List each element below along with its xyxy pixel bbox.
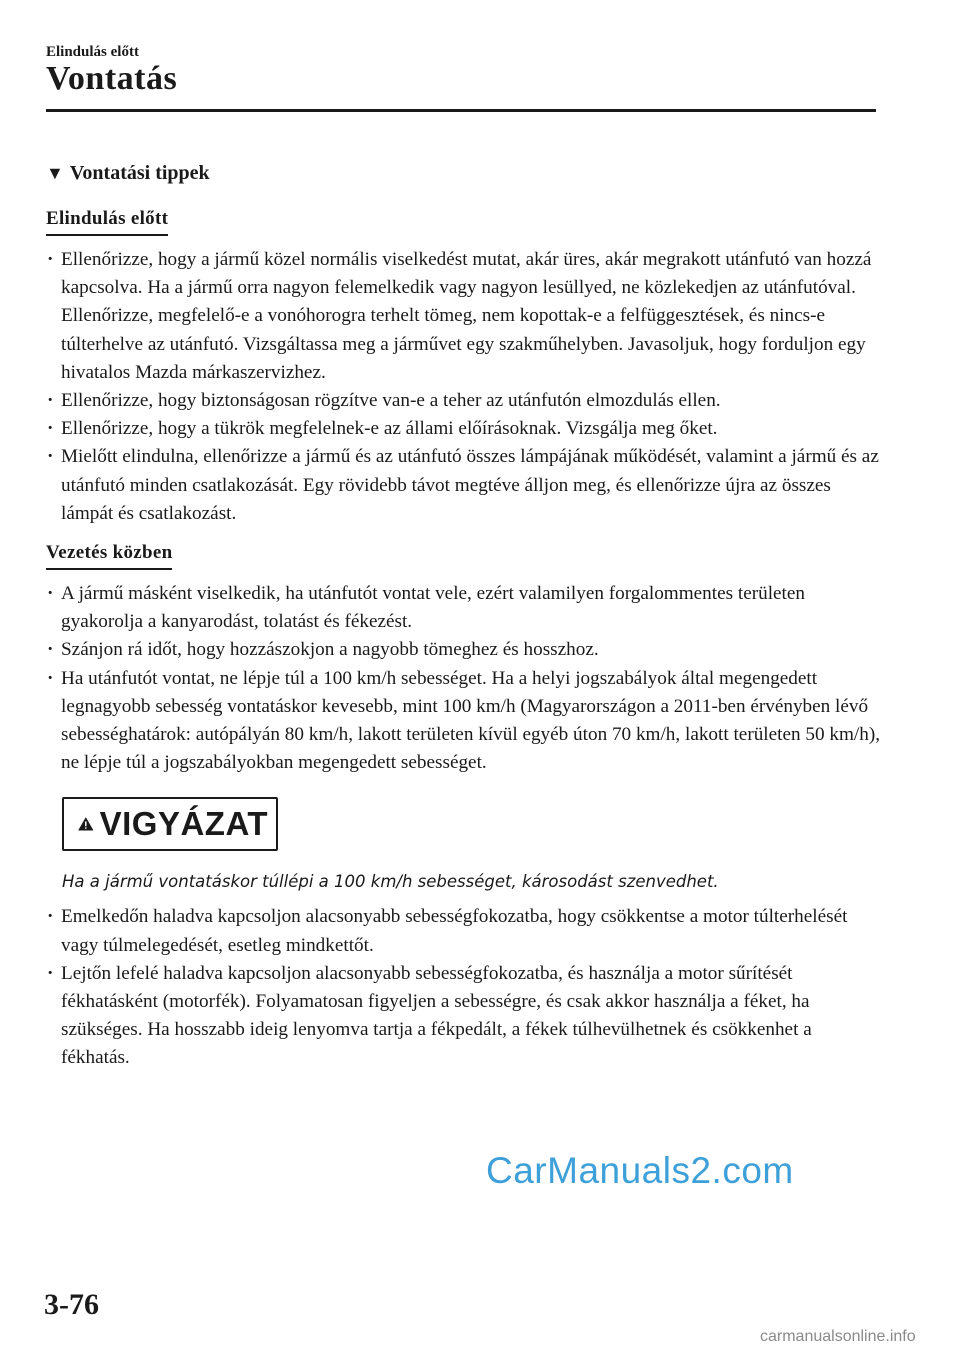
page-title: Vontatás (46, 60, 178, 97)
list-item: · Ellenőrizze, hogy a jármű közel normális viselkedést mutat, akár üres, akár megrakott utánfutó van hozzá kapcsolva. Ha a jármű orra nagyon felemelkedik vagy nagyon lesüllyed, ne közlekedjen az utánfutóval. Ellenőrizze, megfelelő-e a vonóhorogra terhelt tömeg, nem kopottak-e a felfüggesztések, és nincs-e túlterhelve az utánfutó. Vizsgáltassa meg a járművet egy szakműhelyben. Javasoljuk, hogy forduljon egy hivatalos Mazda márkaszervizhez. (46, 246, 880, 387)
while-driving-heading: Vezetés közben (46, 540, 172, 570)
warning-box (62, 797, 278, 851)
footer-site-link[interactable]: carmanualsonline.info (760, 1328, 916, 1345)
warning-text: Ha a jármű vontatáskor túllépi a 100 km/h sebességet, károsodást szenvedhet. (62, 872, 719, 892)
before-departure-list (46, 246, 880, 528)
before-departure-heading: Elindulás előtt (46, 206, 168, 236)
list-item: · Szánjon rá időt, hogy hozzászokjon a nagyobb tömeghez és hosszhoz. (46, 636, 880, 664)
watermark-text: CarManuals2.com (486, 1150, 794, 1191)
list-item: · Emelkedőn haladva kapcsoljon alacsonyabb sebességfokozatba, hogy csökkentse a motor túlterhelését vagy túlmelegedését, esetleg mindkettőt. (46, 903, 880, 959)
after-warning-list (46, 903, 880, 1072)
page-content (46, 158, 880, 1079)
page-number: 3-76 (44, 1288, 99, 1321)
title-rule (46, 109, 876, 112)
warning-label: VIGYÁZAT (99, 805, 268, 843)
list-item: · Ha utánfutót vontat, ne lépje túl a 100 km/h sebességet. Ha a helyi jogszabályok által megengedett legnagyobb sebesség vontatáskor kevesebb, mint 100 km/h (Magyarországon a 2011-ben érvényben lévő sebességhatárok: autópályán 80 km/h, lakott területen kívül egyéb úton 70 km/h, lakott területen 50 km/h), ne lépje túl a jogszabályokban megengedett sebességet. (46, 665, 880, 778)
list-item: · Mielőtt elindulna, ellenőrizze a jármű és az utánfutó összes lámpájának működését, valamint a jármű és az utánfutó minden csatlakozását. Egy rövidebb távot megtéve álljon meg, és ellenőrizze újra az összes lámpát és csatlakozást. (46, 443, 880, 528)
list-item: · Lejtőn lefelé haladva kapcsoljon alacsonyabb sebességfokozatba, és használja a motor sűrítését fékhatásként (motorfék). Folyamatosan figyeljen a sebességre, és csak akkor használja a féket, ha szükséges. Ha hosszabb ideig lenyomva tartja a fékpedált, a fékek túlhevülhetnek és csökkenhet a fékhatás. (46, 960, 880, 1073)
before-departure-section (46, 200, 880, 528)
section-label: Elindulás előtt (46, 44, 139, 60)
while-driving-list (46, 580, 880, 777)
subsection-heading (46, 158, 880, 188)
list-item: · Ellenőrizze, hogy biztonságosan rögzítve van-e a teher az utánfutón elmozdulás ellen. (46, 387, 880, 415)
warning-triangle-icon (78, 808, 94, 840)
while-driving-section (46, 534, 880, 777)
subsection-title: Vontatási tippek (69, 162, 210, 184)
list-item: · Ellenőrizze, hogy a tükrök megfelelnek-e az állami előírásoknak. Vizsgálja meg őket. (46, 415, 880, 443)
down-triangle-icon: ▼ (46, 163, 64, 183)
list-item: · A jármű másként viselkedik, ha utánfutót vontat vele, ezért valamilyen forgalommentes területen gyakorolja a kanyarodást, tolatást és fékezést. (46, 580, 880, 636)
